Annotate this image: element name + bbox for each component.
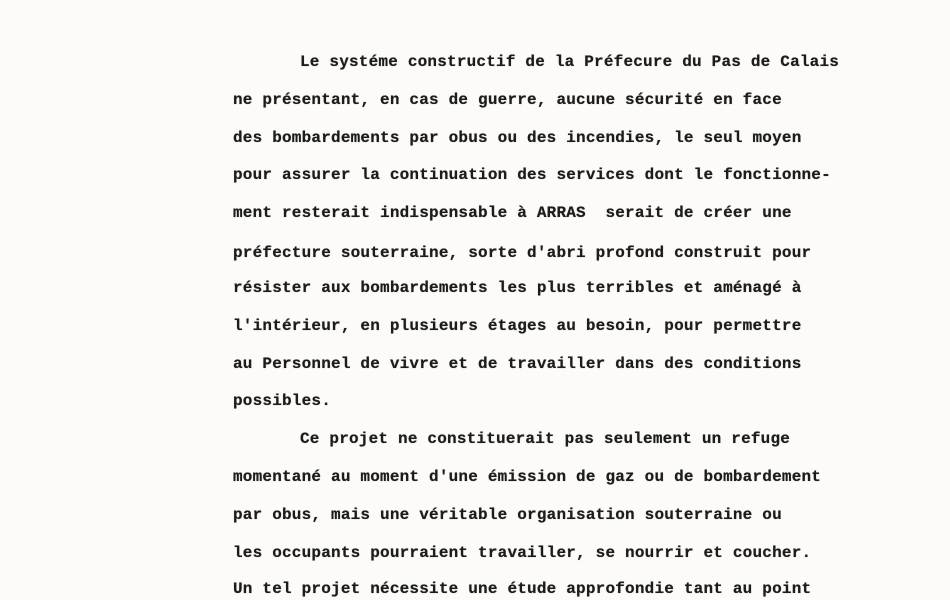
paragraph-1-line-3: des bombardements par obus ou des incendies, le seul moyen: [233, 129, 802, 147]
paragraph-2-line-2: momentané au moment d'une émission de gaz ou de bombardement: [233, 468, 822, 486]
paragraph-1-line-7: résister aux bombardements les plus terribles et aménagé à: [233, 279, 802, 297]
paragraph-1-line-9: au Personnel de vivre et de travailler dans des conditions: [233, 355, 802, 373]
paragraph-2-line-5: Un tel projet nécessite une étude approfondie tant au point: [233, 580, 812, 598]
paragraph-1-line-10: possibles.: [233, 392, 332, 410]
paragraph-1-line-4: pour assurer la continuation des services dont le fonctionne-: [233, 166, 831, 184]
paragraph-1-line-5: ment resterait indispensable à ARRAS serait de créer une: [233, 204, 792, 222]
paragraph-1-line-2: ne présentant, en cas de guerre, aucune sécurité en face: [233, 91, 782, 109]
paragraph-1-line-1: Le systéme constructif de la Préfecure du Pas de Calais: [300, 53, 840, 71]
paragraph-1-line-6: préfecture souterraine, sorte d'abri profond construit pour: [233, 244, 812, 262]
paragraph-2-line-1: Ce projet ne constituerait pas seulement un refuge: [300, 430, 791, 448]
paragraph-2-line-4: les occupants pourraient travailler, se nourrir et coucher.: [233, 544, 812, 562]
paragraph-1-line-8: l'intérieur, en plusieurs étages au besoin, pour permettre: [233, 317, 802, 335]
paragraph-2-line-3: par obus, mais une véritable organisation souterraine ou: [233, 506, 782, 524]
